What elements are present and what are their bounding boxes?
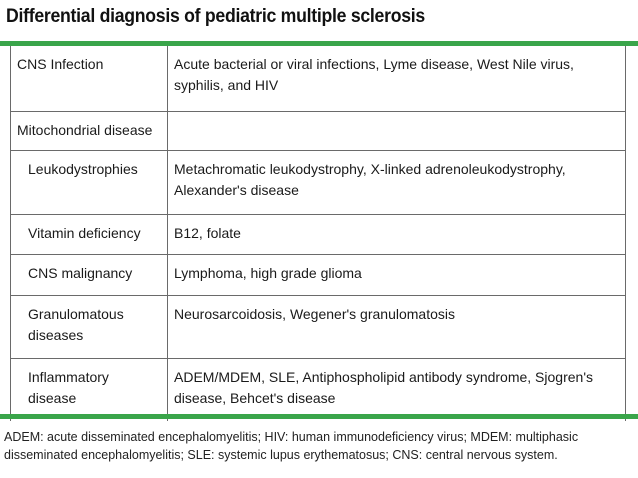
condition-cell: Mitochondrial disease: [10, 112, 168, 150]
examples-cell: ADEM/MDEM, SLE, Antiphospholipid antibody syndrome, Sjogren's disease, Behcet's disease: [168, 359, 626, 421]
table-row: [10, 46, 626, 112]
condition-cell: CNS malignancy: [10, 255, 168, 295]
examples-cell: Acute bacterial or viral infections, Lyme disease, West Nile virus, syphilis, and HIV: [168, 46, 626, 111]
condition-cell: Inflammatory disease: [10, 359, 168, 421]
table-row: [10, 112, 626, 151]
diagnosis-table: [10, 46, 626, 421]
condition-cell: Leukodystrophies: [10, 151, 168, 214]
condition-cell: CNS Infection: [10, 46, 168, 111]
page-title: Differential diagnosis of pediatric multiple sclerosis: [6, 6, 425, 27]
examples-cell: Metachromatic leukodystrophy, X-linked adrenoleukodystrophy, Alexander's disease: [168, 151, 626, 214]
table-row: [10, 359, 626, 421]
condition-cell: Vitamin deficiency: [10, 215, 168, 254]
examples-cell: Lymphoma, high grade glioma: [168, 255, 626, 295]
condition-cell: Granulomatous diseases: [10, 296, 168, 358]
table-row: [10, 255, 626, 296]
table-row: [10, 296, 626, 359]
examples-cell: [168, 112, 626, 150]
table-row: [10, 151, 626, 215]
examples-cell: Neurosarcoidosis, Wegener's granulomatosis: [168, 296, 626, 358]
bottom-divider: [0, 414, 638, 419]
examples-cell: B12, folate: [168, 215, 626, 254]
footnote: ADEM: acute disseminated encephalomyelitis; HIV: human immunodeficiency virus; MDEM: multiphasic disseminated encephalomyelitis; SLE: systemic lupus erythematosus; CNS: central nervous system.: [4, 430, 579, 462]
table-row: [10, 215, 626, 255]
